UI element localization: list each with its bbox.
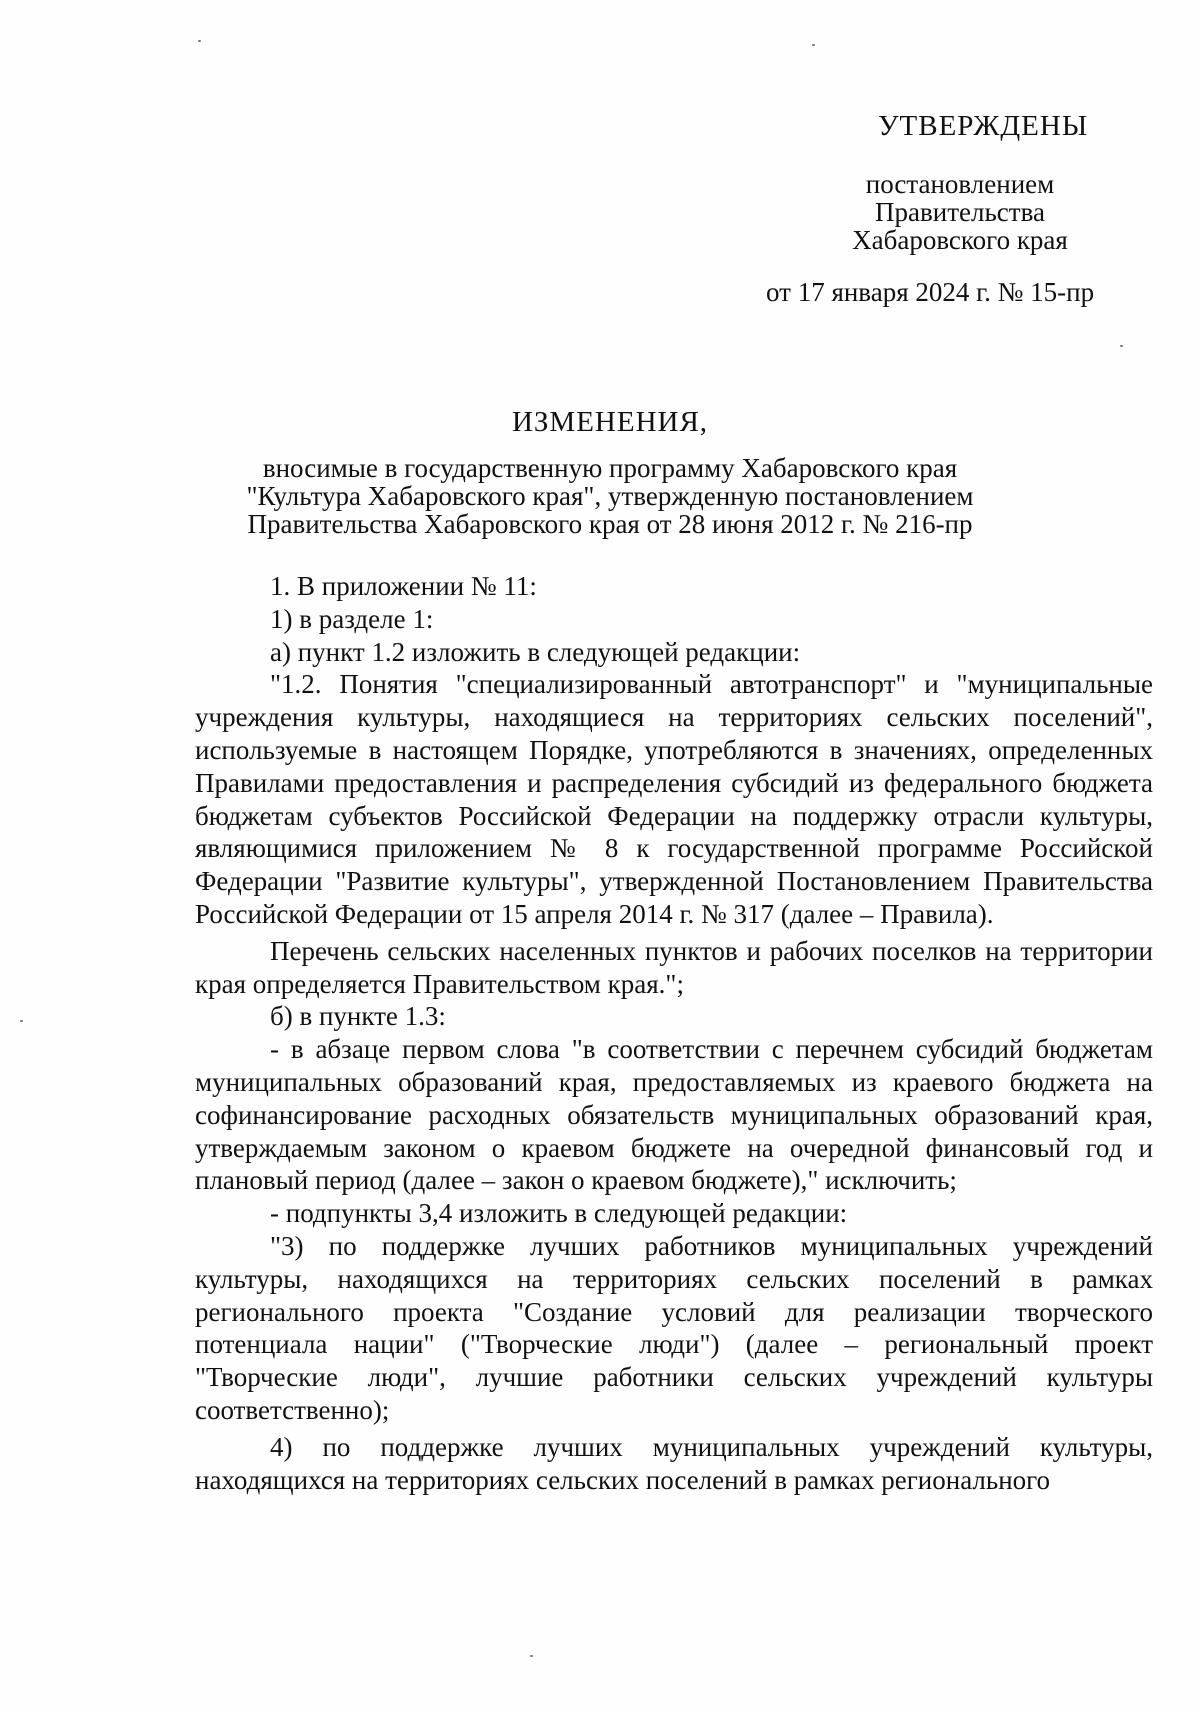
document-heading <box>180 408 1040 538</box>
paragraph-8: - подпункты 3,4 изложить в следующей редакции: <box>270 1198 848 1229</box>
scan-speck <box>20 1020 23 1022</box>
approval-line-2: Правительства <box>875 197 1045 227</box>
scan-speck <box>812 44 815 46</box>
document-subtitle-line-1: вносимые в государственную программу Хабаровского края <box>262 453 958 483</box>
approval-line-1: постановлением <box>865 169 1055 199</box>
paragraph-5: Перечень сельских населенных пунктов и рабочих поселков на территории края определяется Правительством края."; <box>195 935 1153 999</box>
paragraph-6: б) в пункте 1.3: <box>270 1001 446 1032</box>
approval-title: УТВЕРЖДЕНЫ <box>878 110 1089 142</box>
approval-stamp <box>760 112 1180 306</box>
document-subtitle-line-3: Правительства Хабаровского края от 28 июня 2012 г. № 216-пр <box>247 509 973 539</box>
scan-speck <box>1120 345 1123 347</box>
scan-speck <box>198 40 201 42</box>
paragraph-2: 1) в разделе 1: <box>270 603 434 634</box>
scan-speck <box>530 1655 533 1657</box>
paragraph-10: 4) по поддержке лучших муниципальных учреждений культуры, находящихся на территориях сельских поселений в рамках регионального <box>195 1431 1153 1495</box>
paragraph-3: а) пункт 1.2 изложить в следующей редакции: <box>270 636 801 667</box>
document-title: ИЗМЕНЕНИЯ, <box>511 406 709 438</box>
approval-line-3: Хабаровского края <box>852 225 1068 255</box>
approval-date: от 17 января 2024 г. № 15-пр <box>766 277 1095 307</box>
paragraph-1: 1. В приложении № 11: <box>270 571 537 601</box>
paragraph-9: "3) по поддержке лучших работников муниципальных учреждений культуры, находящихся на территориях сельских поселений в рамках регионального проекта "Создание условий для реализации творческого потенциала нации" ("Творческие люди") (далее – региональный проект "Творческие люди", лучшие работники сельских учреждений культуры соответственно); <box>195 1230 1153 1425</box>
paragraph-4: "1.2. Понятия "специализированный автотранспорт" и "муниципальные учреждения культуры, находящиеся на территориях сельских поселений", используемые в настоящем Порядке, употребляются в значениях, определенных Правилами предоставления и распределения субсидий из федерального бюджета бюджетам субъектов Российской Федерации на поддержку отрасли культуры, являющимися приложением № 8 к государственной программе Российской Федерации "Развитие культуры", утвержденной Постановлением Правительства Российской Федерации от 15 апреля 2014 г. № 317 (далее – Правила). <box>195 669 1153 929</box>
document-body <box>195 570 1153 1496</box>
paragraph-7: - в абзаце первом слова "в соответствии с перечнем субсидий бюджетам муниципальных образований края, предоставляемых из краевого бюджета на софинансирование расходных обязательств муниципальных образований края, утверждаемым законом о краевом бюджете на очередной финансовый год и плановый период (далее – закон о краевом бюджете)," исключить; <box>195 1034 1153 1196</box>
document-subtitle-line-2: "Культура Хабаровского края", утвержденную постановлением <box>246 481 974 511</box>
